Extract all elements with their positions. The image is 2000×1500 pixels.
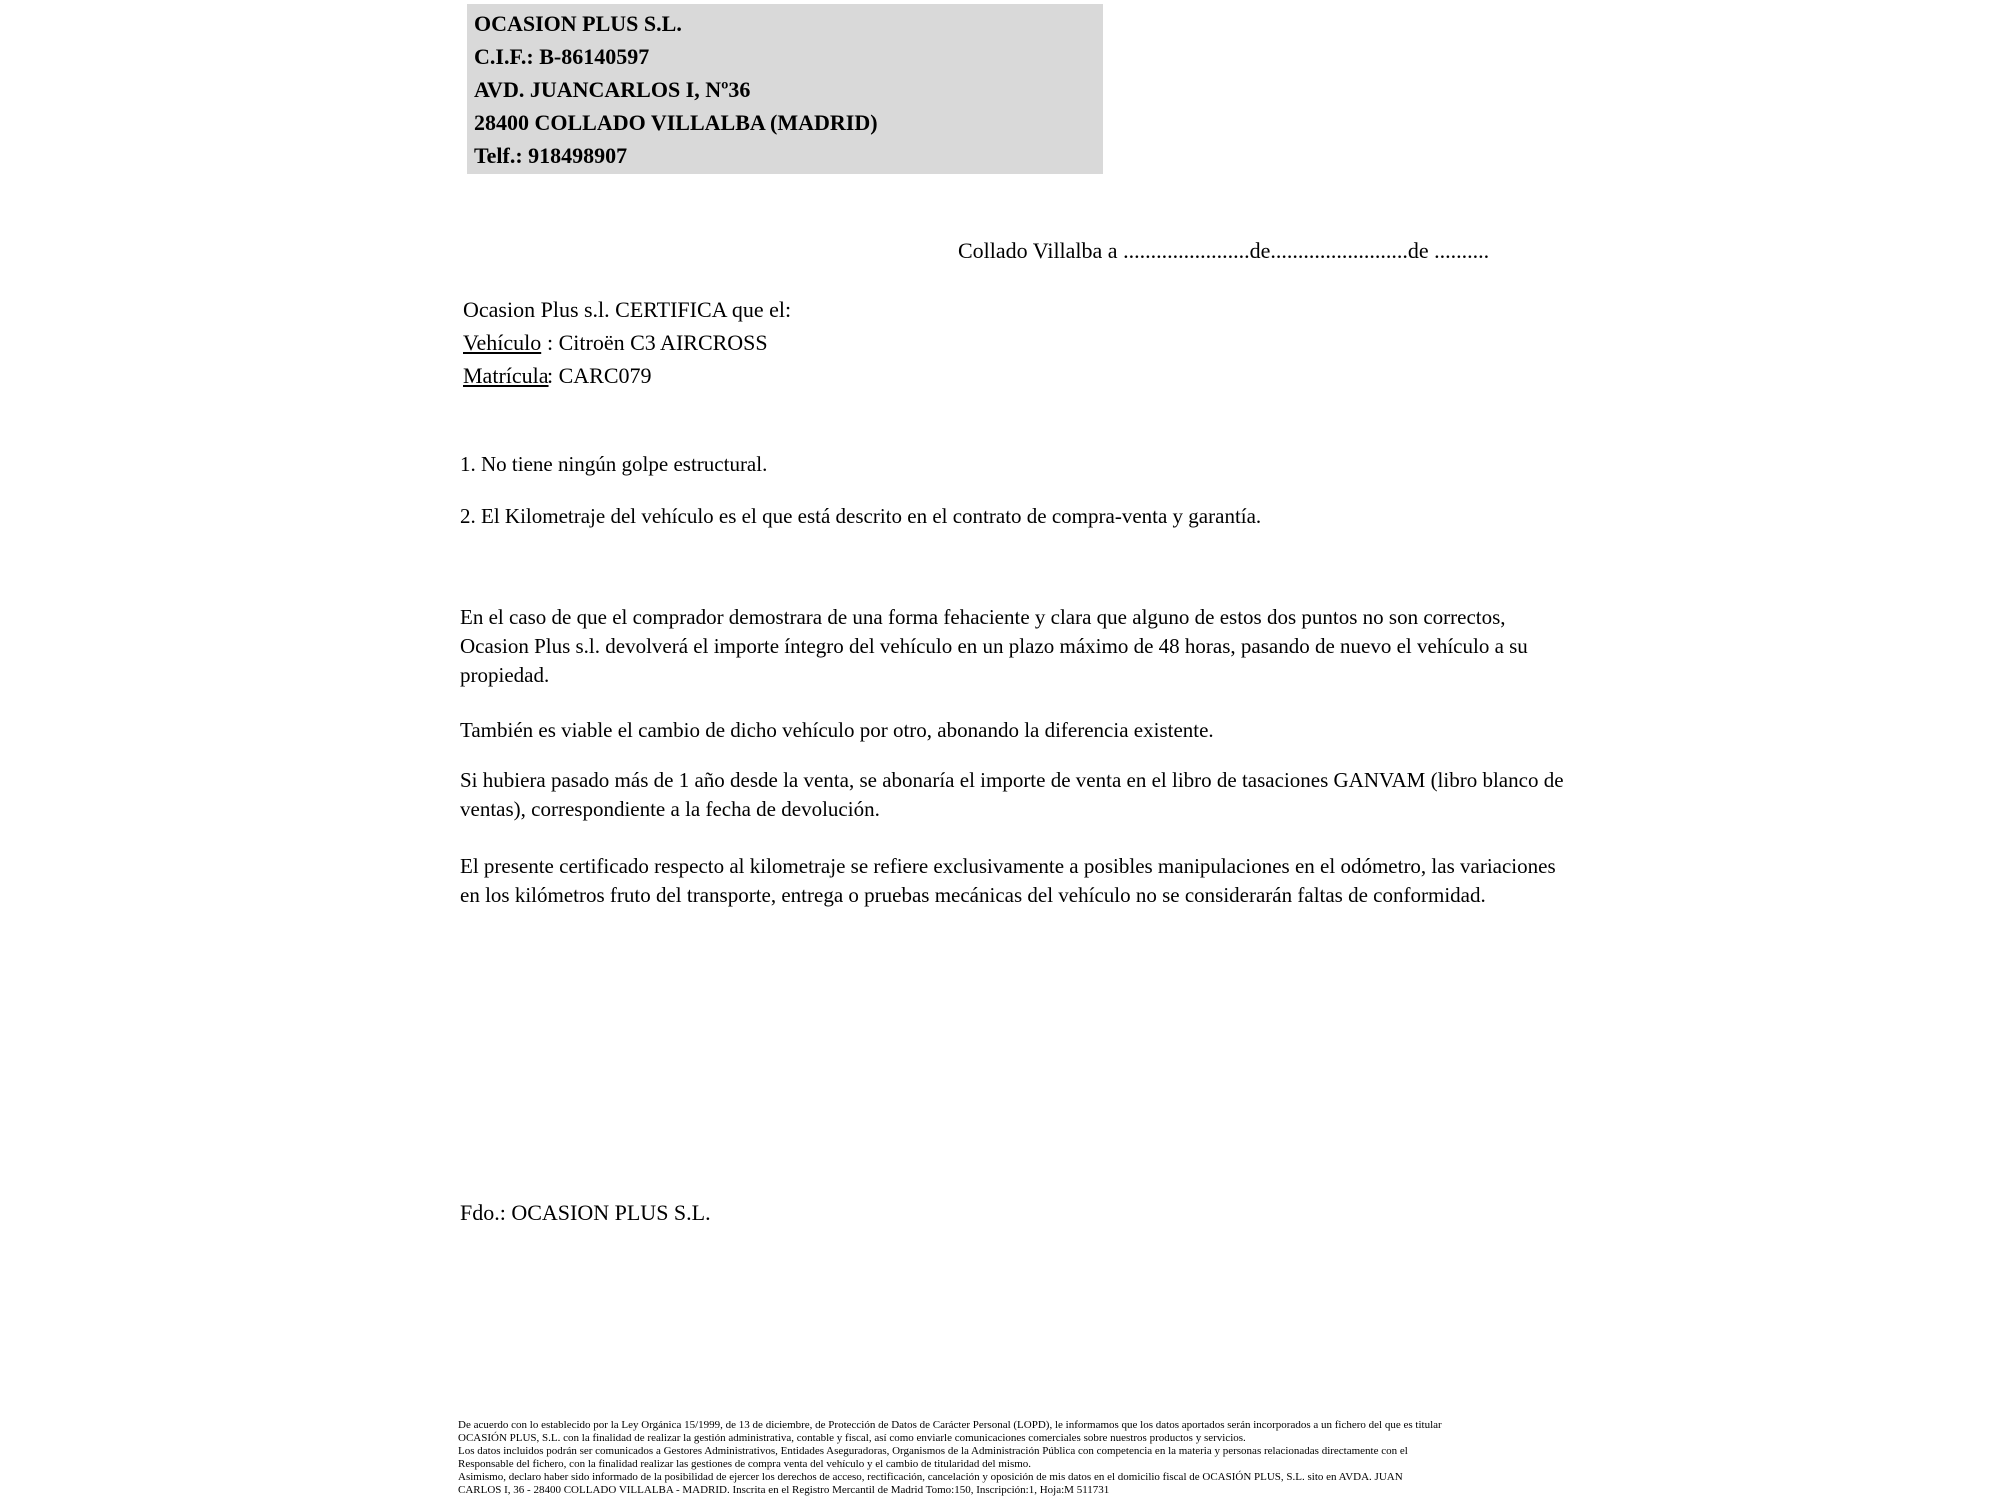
paragraph-odometer-disclaimer: El presente certificado respecto al kilometraje se refiere exclusivamente a posibles manipulaciones en el odómetro, las variaciones en los kilómetros fruto del transporte, entrega o pruebas mecánicas del vehículo no se considerarán faltas de conformidad.: [460, 854, 1556, 907]
company-phone: Telf.: 918498907: [474, 143, 628, 168]
legal-footer-line-5: Asimismo, declaro haber sido informado de la posibilidad de ejercer los derechos de acceso, rectificación, cancelación y oposición de mis datos en el domicilio fiscal de OCASIÓN PLUS, S.L. sito en AVDA. JUAN: [458, 1471, 1403, 1483]
legal-footer-line-4: Responsable del fichero, con la finalidad realizar las gestiones de compra venta del vehículo y el cambio de titularidad del mismo.: [458, 1458, 1032, 1470]
vehicle-value: : Citroën C3 AIRCROSS: [547, 330, 768, 355]
paragraph-vehicle-exchange: También es viable el cambio de dicho vehículo por otro, abonando la diferencia existente.: [460, 718, 1214, 742]
legal-footer-line-1: De acuerdo con lo establecido por la Ley Orgánica 15/1999, de 13 de diciembre, de Protección de Datos de Carácter Personal (LOPD), le informamos que los datos aportados serán incorporados a un fichero del que es titular: [458, 1419, 1442, 1431]
company-address: AVD. JUANCARLOS I, Nº36: [474, 77, 751, 102]
signature-line: Fdo.: OCASION PLUS S.L.: [460, 1200, 711, 1225]
plate-label: Matrícula: [463, 363, 549, 388]
legal-footer-line-3: Los datos incluidos podrán ser comunicados a Gestores Administrativos, Entidades Aseguradoras, Organismos de la Administración Pública con competencia en la materia y personas relacionadas directamente con el: [458, 1445, 1408, 1457]
certifies-intro: Ocasion Plus s.l. CERTIFICA que el:: [463, 297, 792, 322]
certificate-block: [463, 293, 791, 392]
company-header-box: [467, 4, 1103, 174]
point-structural-damage: 1. No tiene ningún golpe estructural.: [460, 452, 768, 476]
date-fill-in-line: Collado Villalba a .......................de.........................de ..........: [958, 238, 1490, 263]
legal-footer-line-2: OCASIÓN PLUS, S.L. con la finalidad de realizar la gestión administrativa, contable y fiscal, así como enviarle comunicaciones comerciales sobre nuestros productos y servicios.: [458, 1432, 1246, 1444]
company-city: 28400 COLLADO VILLALBA (MADRID): [474, 110, 878, 135]
plate-row: [463, 359, 791, 392]
vehicle-label: Vehículo: [463, 330, 542, 355]
point-mileage: 2. El Kilometraje del vehículo es el que está descrito en el contrato de compra-venta y garantía.: [460, 504, 1262, 528]
paragraph-ganvam-valuation: Si hubiera pasado más de 1 año desde la venta, se abonaría el importe de venta en el libro de tasaciones GANVAM (libro blanco de ventas), correspondiente a la fecha de devolución.: [460, 768, 1564, 821]
legal-footer-line-6: CARLOS I, 36 - 28400 COLLADO VILLALBA - MADRID. Inscrita en el Registro Mercantil de Madrid Tomo:150, Inscripción:1, Hoja:M 511731: [458, 1484, 1110, 1496]
company-name: OCASION PLUS S.L.: [474, 11, 682, 36]
company-cif: C.I.F.: B-86140597: [474, 44, 650, 69]
plate-value: : CARC079: [547, 363, 652, 388]
paragraph-refund-terms: En el caso de que el comprador demostrara de una forma fehaciente y clara que alguno de estos dos puntos no son correctos, Ocasion Plus s.l. devolverá el importe íntegro del vehículo en un plazo máximo de 48 horas, pasando de nuevo el vehículo a su propiedad.: [460, 605, 1528, 687]
legal-footer: [458, 1419, 1442, 1497]
vehicle-row: [463, 326, 791, 359]
